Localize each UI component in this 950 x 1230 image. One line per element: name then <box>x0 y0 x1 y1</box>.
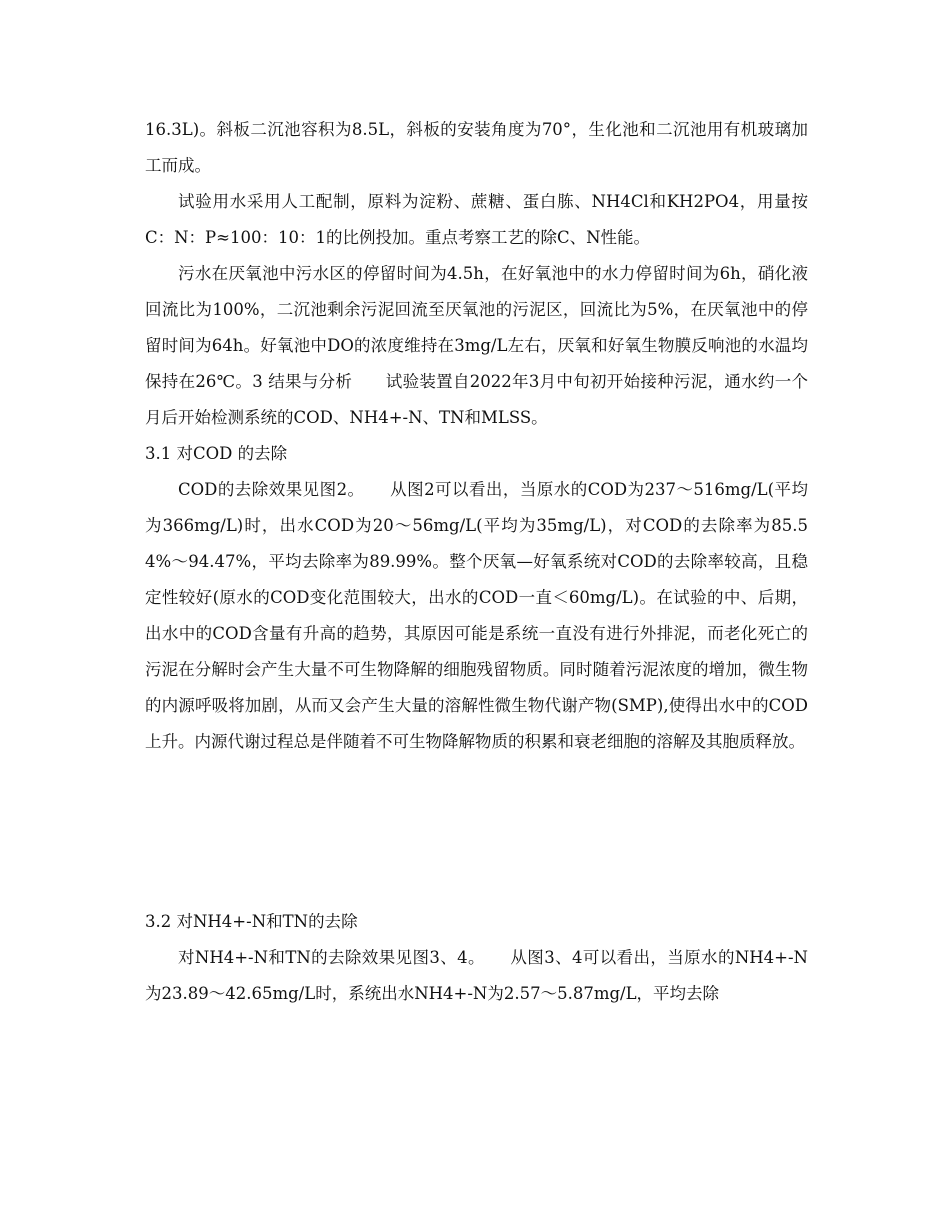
document-body <box>145 112 808 1012</box>
section-heading-3-1: 3.1 对COD 的去除 <box>145 444 288 463</box>
paragraph-reactor-volume: 16.3L)。斜板二沉池容积为8.5L，斜板的安装角度为70°，生化池和二沉池用有机玻璃加工而成。 <box>145 120 808 175</box>
section-heading-3-2: 3.2 对NH4+-N和TN的去除 <box>145 912 358 931</box>
paragraph-cod-removal: COD的去除效果见图2。 从图2可以看出，当原水的COD为237～516mg/L(平均为366mg/L)时，出水COD为20～56mg/L(平均为35mg/L)，对COD的去除率为85.54%～94.47%，平均去除率为89.99%。整个厌氧—好氧系统对COD的去除率较高，且稳定性较好(原水的COD变化范围较大，出水的COD一直＜60mg/L)。在试验的中、后期，出水中的COD含量有升高的趋势，其原因可能是系统一直没有进行外排泥，而老化死亡的污泥在分解时会产生大量不可生物降解的细胞残留物质。同时随着污泥浓度的增加，微生物的内源呼吸将加剧，从而又会产生大量的溶解性微生物代谢产物(SMP),使得出水中的COD上升。内源代谢过程总是伴随着不可生物降解物质的积累和衰老细胞的溶解及其胞质释放。 <box>145 480 808 751</box>
paragraph-operating-conditions: 污水在厌氧池中污水区的停留时间为4.5h，在好氧池中的水力停留时间为6h，硝化液回流比为100%，二沉池剩余污泥回流至厌氧池的污泥区，回流比为5%，在厌氧池中的停留时间为64h。好氧池中DO的浓度维持在3mg/L左右，厌氧和好氧生物膜反响池的水温均保持在26℃。3 结果与分析 试验装置自2022年3月中旬初开始接种污泥，通水约一个月后开始检测系统的COD、NH4+-N、TN和MLSS。 <box>145 264 808 427</box>
figure-gap <box>145 760 808 904</box>
paragraph-nh4-tn-removal: 对NH4+-N和TN的去除效果见图3、4。 从图3、4可以看出，当原水的NH4+-N为23.89～42.65mg/L时，系统出水NH4+-N为2.57～5.87mg/L，平均去除 <box>145 948 808 1003</box>
paragraph-test-water: 试验用水采用人工配制，原料为淀粉、蔗糖、蛋白胨、NH4Cl和KH2PO4，用量按C：N：P≈100：10：1的比例投加。重点考察工艺的除C、N性能。 <box>145 192 808 247</box>
